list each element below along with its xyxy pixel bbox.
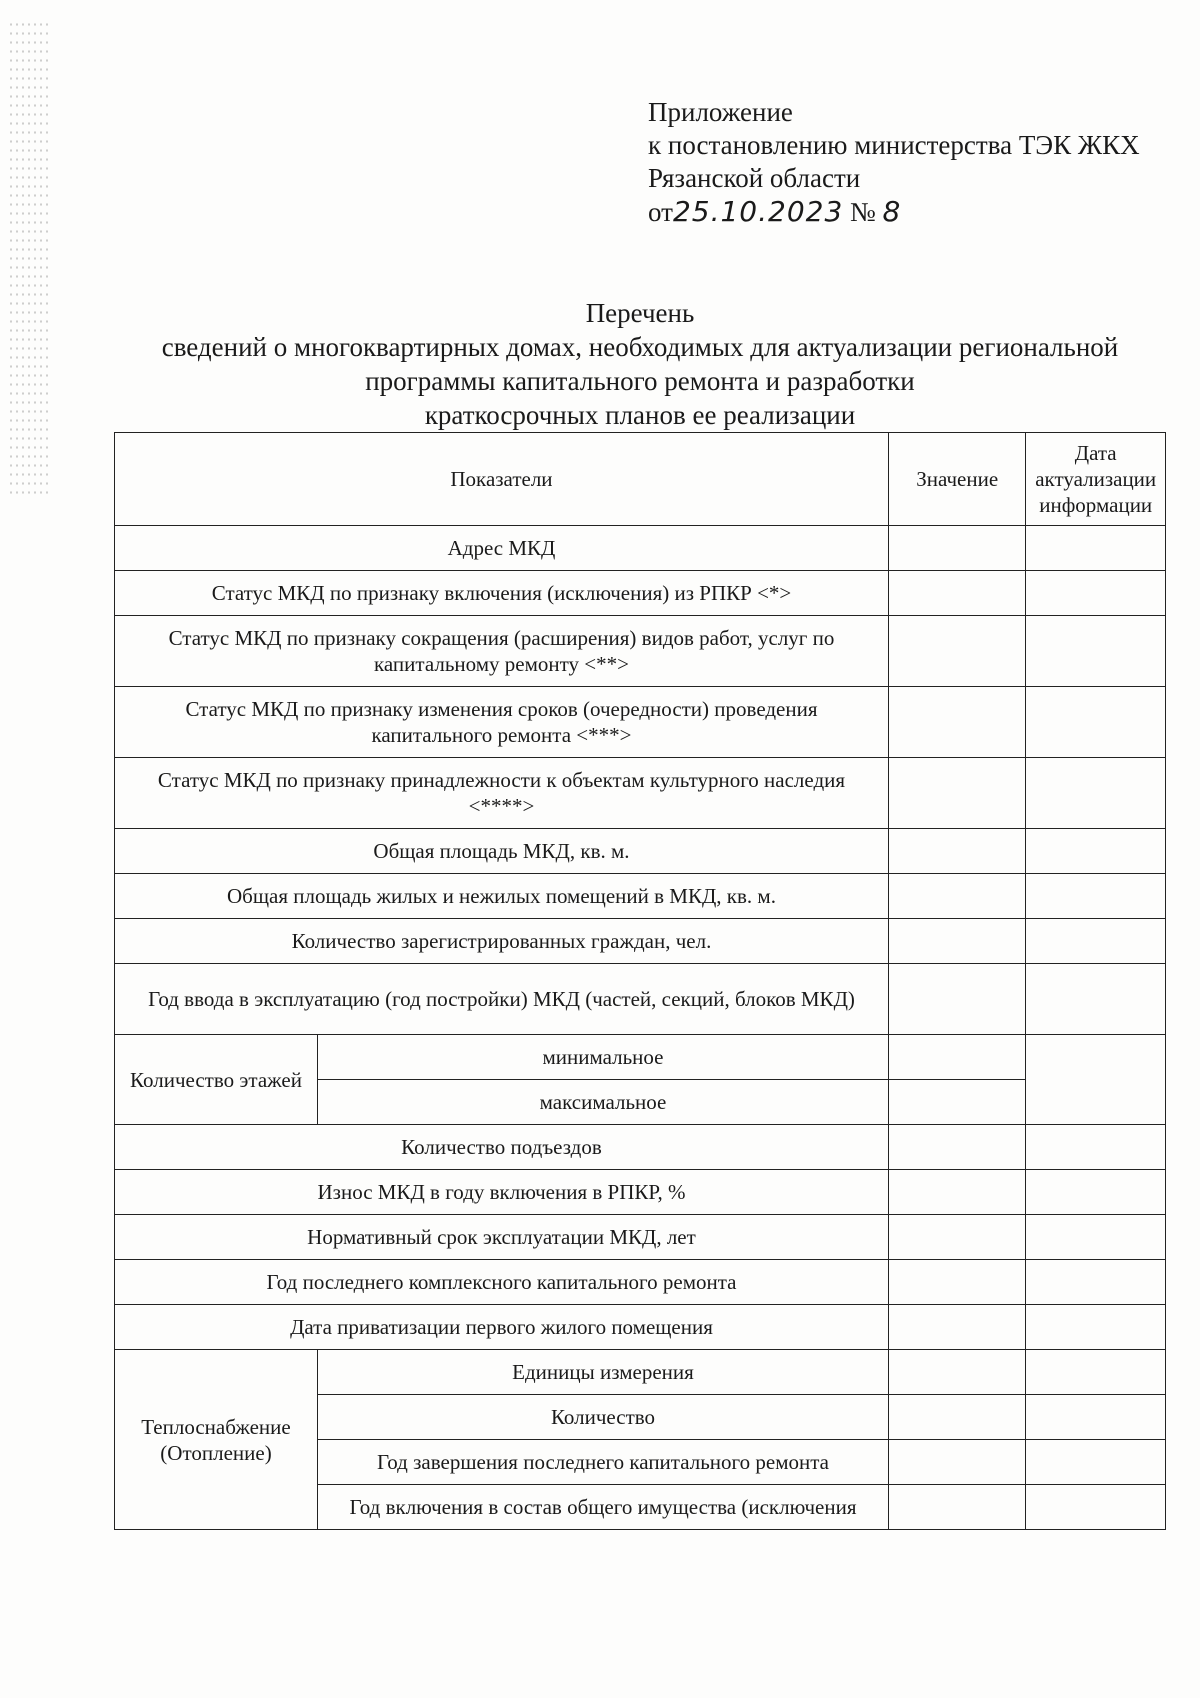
table-row: [115, 829, 1166, 874]
value-cell: [888, 1215, 1025, 1260]
row-wear: Износ МКД в году включения в РПКР, %: [115, 1170, 889, 1215]
row-status-heritage: Статус МКД по признаку принадлежности к объектам культурного наследия <****>: [115, 758, 889, 829]
indicators-table: [114, 432, 1166, 1530]
value-cell: [888, 874, 1025, 919]
table-row: [115, 1125, 1166, 1170]
row-floors-max: максимальное: [318, 1080, 889, 1125]
row-premises-area: Общая площадь жилых и нежилых помещений в МКД, кв. м.: [115, 874, 889, 919]
date-cell: [1026, 1350, 1166, 1395]
value-cell: [888, 1395, 1025, 1440]
table-row: [115, 874, 1166, 919]
date-cell: [1026, 1260, 1166, 1305]
date-cell: [1026, 1395, 1166, 1440]
value-cell: [888, 1350, 1025, 1395]
value-cell: [888, 964, 1025, 1035]
date-cell: [1026, 874, 1166, 919]
table-row: [115, 1170, 1166, 1215]
date-cell: [1026, 526, 1166, 571]
appendix-title: Приложение: [648, 97, 793, 127]
table-row: [115, 1260, 1166, 1305]
table-row: [115, 1215, 1166, 1260]
date-prefix: от: [648, 197, 673, 227]
date-cell: [1026, 1125, 1166, 1170]
value-cell: [888, 1125, 1025, 1170]
value-cell: [888, 1035, 1025, 1080]
date-cell: [1026, 616, 1166, 687]
table-row: [115, 1350, 1166, 1395]
table-row: [115, 758, 1166, 829]
row-floors-min: минимальное: [318, 1035, 889, 1080]
date-cell: [1026, 1035, 1166, 1125]
row-entrances: Количество подъездов: [115, 1125, 889, 1170]
document-title: [110, 296, 1170, 432]
value-cell: [888, 1170, 1025, 1215]
date-cell: [1026, 1170, 1166, 1215]
date-cell: [1026, 919, 1166, 964]
table-row: [115, 919, 1166, 964]
value-cell: [888, 616, 1025, 687]
date-cell: [1026, 687, 1166, 758]
table-row: [115, 571, 1166, 616]
title-line-3: программы капитального ремонта и разработки: [365, 366, 915, 396]
appendix-resolution: к постановлению министерства ТЭК ЖКХ: [648, 130, 1140, 160]
row-service-life: Нормативный срок эксплуатации МКД, лет: [115, 1215, 889, 1260]
handwritten-number: 8: [882, 195, 902, 228]
value-cell: [888, 1440, 1025, 1485]
row-privatization: Дата приватизации первого жилого помещения: [115, 1305, 889, 1350]
row-heating-qty: Количество: [318, 1395, 889, 1440]
row-heating-inclusion: Год включения в состав общего имущества (исключения: [318, 1485, 889, 1530]
table-row: [115, 687, 1166, 758]
value-cell: [888, 1080, 1025, 1125]
table-header-row: [115, 433, 1166, 526]
title-line-4: краткосрочных планов ее реализации: [424, 400, 856, 430]
value-cell: [888, 526, 1025, 571]
header-indicators: Показатели: [115, 433, 889, 526]
row-address: Адрес МКД: [115, 526, 889, 571]
value-cell: [888, 1485, 1025, 1530]
value-cell: [888, 687, 1025, 758]
handwritten-date: 25.10.2023: [672, 195, 844, 228]
row-heating: Теплоснабжение (Отопление): [115, 1350, 318, 1530]
value-cell: [888, 1260, 1025, 1305]
header-value: Значение: [888, 433, 1025, 526]
title-line-1: Перечень: [585, 298, 695, 328]
date-cell: [1026, 571, 1166, 616]
row-status-terms: Статус МКД по признаку изменения сроков (очередности) проведения капитального ремонта <***>: [115, 687, 889, 758]
table-row: [115, 1305, 1166, 1350]
date-cell: [1026, 829, 1166, 874]
date-cell: [1026, 964, 1166, 1035]
appendix-block: [648, 96, 1140, 229]
value-cell: [888, 919, 1025, 964]
value-cell: [888, 758, 1025, 829]
date-cell: [1026, 1305, 1166, 1350]
table-row: [115, 1035, 1166, 1080]
row-heating-units: Единицы измерения: [318, 1350, 889, 1395]
appendix-date-line: [648, 195, 1140, 229]
row-heating-last-repair: Год завершения последнего капитального ремонта: [318, 1440, 889, 1485]
number-prefix: №: [850, 197, 876, 227]
date-cell: [1026, 1485, 1166, 1530]
scan-noise: [8, 20, 48, 500]
date-cell: [1026, 758, 1166, 829]
title-line-2: сведений о многоквартирных домах, необходимых для актуализации региональной: [161, 332, 1119, 362]
row-citizens: Количество зарегистрированных граждан, чел.: [115, 919, 889, 964]
table-row: [115, 526, 1166, 571]
value-cell: [888, 1305, 1025, 1350]
date-cell: [1026, 1215, 1166, 1260]
row-total-area: Общая площадь МКД, кв. м.: [115, 829, 889, 874]
header-date: Дата актуализации информации: [1026, 433, 1166, 526]
value-cell: [888, 571, 1025, 616]
appendix-region: Рязанской области: [648, 163, 861, 193]
row-status-inclusion: Статус МКД по признаку включения (исключения) из РПКР <*>: [115, 571, 889, 616]
table-row: [115, 616, 1166, 687]
row-status-reduction: Статус МКД по признаку сокращения (расширения) видов работ, услуг по капитальному ремонту <**>: [115, 616, 889, 687]
table-row: [115, 964, 1166, 1035]
row-last-repair: Год последнего комплексного капитального ремонта: [115, 1260, 889, 1305]
date-cell: [1026, 1440, 1166, 1485]
value-cell: [888, 829, 1025, 874]
row-floors: Количество этажей: [115, 1035, 318, 1125]
row-year-built: Год ввода в эксплуатацию (год постройки) МКД (частей, секций, блоков МКД): [115, 964, 889, 1035]
